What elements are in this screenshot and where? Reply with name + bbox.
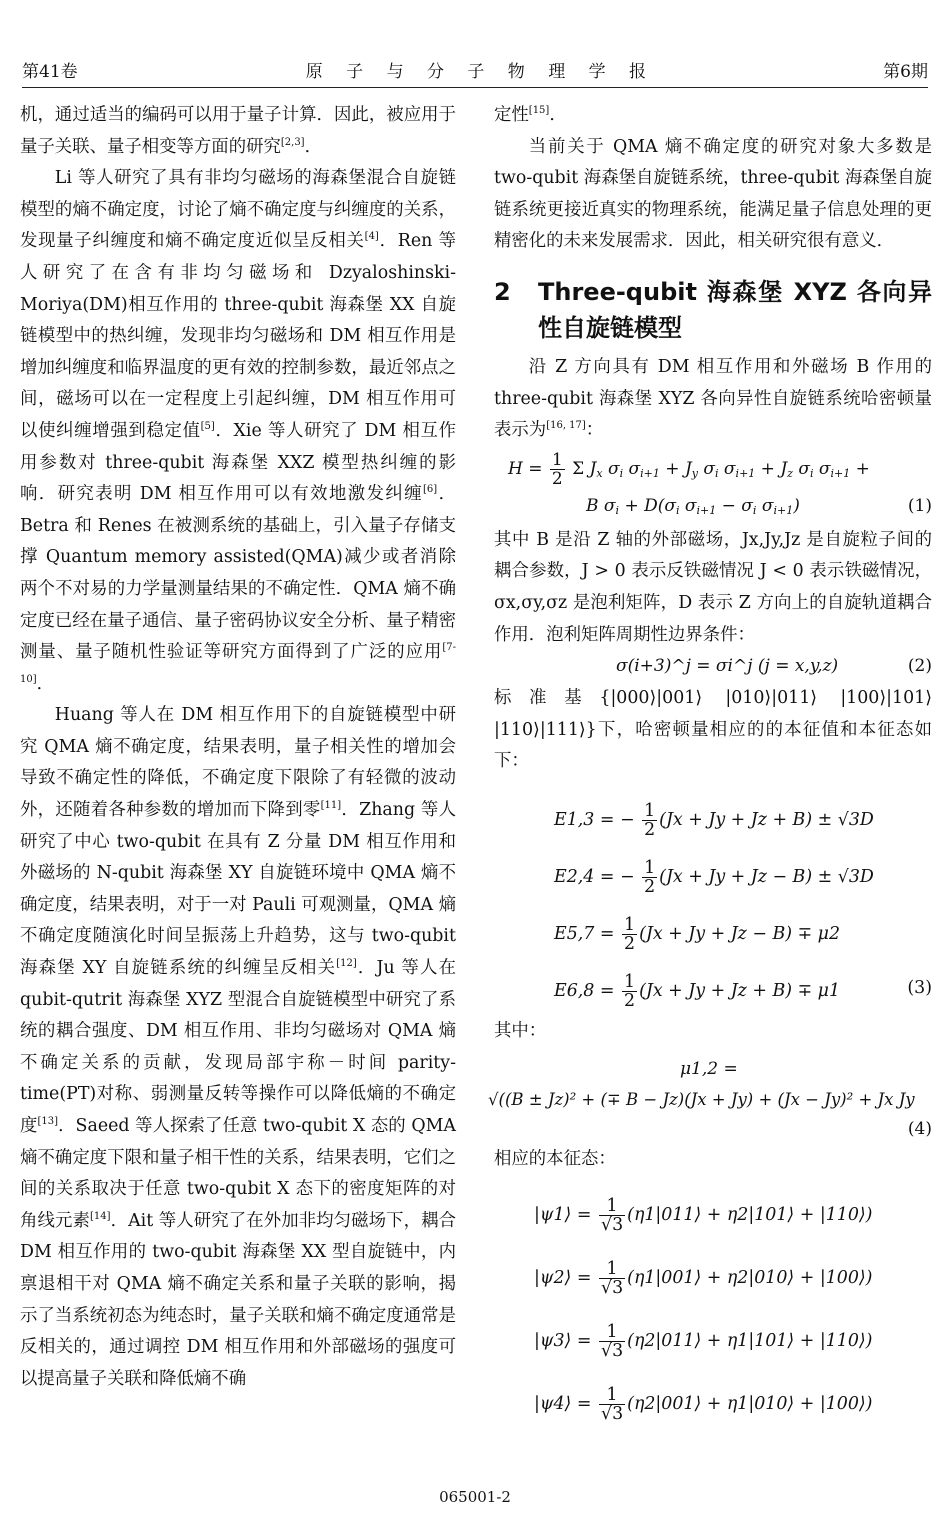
equation-3 xyxy=(494,788,932,1016)
journal-title: 原 子 与 分 子 物 理 学 报 xyxy=(305,62,656,82)
eigenstate: |ψ3⟩ = $\frac{1}{√3}$ (η2|011⟩ + η1|101⟩ + |110⟩) xyxy=(534,1322,873,1362)
eigenstate: |ψ1⟩ = $\frac{1}{√3}$ (η1|011⟩ + η2|101⟩ + |110⟩) xyxy=(534,1196,873,1236)
running-header xyxy=(22,52,928,88)
equation-number: (4) xyxy=(907,1118,932,1139)
paragraph-where: 其中： xyxy=(494,1020,547,1041)
eigenstate: |ψ4⟩ = $\frac{1}{√3}$ (η2|001⟩ + η1|010⟩ + |100⟩) xyxy=(534,1385,873,1425)
paragraph-3: Huang 等人在 DM 相互作用下的自旋链模型中研究 QMA 熵不确定度，结果表明，量子相关性的增加会导致不确定性的降低，不确定度下限除了有轻微的波动外，还随着各种参数的增加而下降到零[11]．Zhang 等人研究了中心 two-qubit 在具有 Z 分量 DM 相互作用和外磁场的 N-qubit 海森堡 XY 自旋链环境中 QMA 熵不确定度，结果表明，对于一对 Pauli 可观测量，QMA 熵不确定度随演化时间呈振荡上升趋势，这与 two-qubit 海森堡 XY 自旋链系统的纠缠呈反相关[12]．Ju 等人在 qubit-qutrit 海森堡 XYZ 型混合自旋链模型中研究了系统的耦合强度、DM 相互作用、非均匀磁场对 QMA 熵不确定关系的贡献，发现局部宇称－时间 parity-time(PT)对称、弱测量反转等操作可以降低熵的不确定度[13]．Saeed 等人探索了任意 two-qubit X 态的 QMA 熵不确定度下限和量子相干性的关系，结果表明，它们之间的关系取决于任意 two-qubit X 态下的密度矩阵的对角线元素[14]．Ait 等人研究了在外加非均匀磁场下，耦合 DM 相互作用的 two-qubit 海森堡 XX 型自旋链中，内禀退相干对 QMA 熵不确定关系和量子关联的影响，揭示了当系统初态为纯态时，量子关联和熵不确定度通常是反相关的，通过调控 DM 相互作用和外部磁场的强度可以提高量子关联和降低熵不确 xyxy=(20,705,457,1389)
citation: [14] xyxy=(89,1210,111,1222)
citation: [6] xyxy=(423,484,438,496)
citation: [5] xyxy=(200,420,215,432)
equation-number: (1) xyxy=(907,495,932,516)
citation: [16, 17] xyxy=(546,420,586,432)
section-number: 2 xyxy=(494,277,511,306)
equation-4: μ1,2 = √((B ± Jz)² + (∓ B − Jz)(Jx + Jy) + (Jx − Jy)² + Jx Jy (4) xyxy=(494,1048,932,1144)
paragraph-1: 机，通过适当的编码可以用于量子计算．因此，被应用于量子关联、量子相变等方面的研究[2,3]． xyxy=(20,105,456,157)
paragraph-context: 当前关于 QMA 熵不确定度的研究对象大多数是 two-qubit 海森堡自旋链系统，three-qubit 海森堡自旋链系统更接近真实的物理系统，能满足量子信息处理的更精密化的未来发展需求．因此，相关研究很有意义． xyxy=(494,136,932,252)
citation: [4] xyxy=(364,231,379,243)
issue-label: 第6期 xyxy=(883,62,928,82)
citation: [11] xyxy=(320,800,342,812)
equation-1: H = $\frac{1}{2}$ Σ $J_x$ $\sigma_i$ $\sigma_{i+1} + J_y$ $\sigma_i$ $\sigma_{i+1} + J_z$ $\sigma_i$ $\sigma_{i+1}$ + B $\sigma_i + D(\sigma_i$ $\sigma_{i+1} - \sigma_i$ $\sigma_{i+1}$) (1) xyxy=(494,447,932,525)
equation-number: (2) xyxy=(907,656,932,677)
citation: [13] xyxy=(37,1116,58,1127)
paragraph-continued: 定性[15]． xyxy=(494,105,567,125)
paragraph-basis: 标准基{|000⟩|001⟩ |010⟩|011⟩ |100⟩|101⟩ |110⟩|111⟩}下，哈密顿量相应的的本征值和本征态如下： xyxy=(494,688,932,772)
energy-eigenvalue: E5,7 = $\frac{1}{2}$ (Jx + Jy + Jz − B) ∓ μ2 xyxy=(554,914,841,954)
citation: [12] xyxy=(336,958,357,970)
right-column xyxy=(488,100,932,1433)
equation-number: (3) xyxy=(907,977,932,998)
citation: [2,3] xyxy=(280,136,305,148)
paragraph-2: Li 等人研究了具有非均匀磁场的海森堡混合自旋链模型的熵不确定度，讨论了熵不确定度与纠缠度的关系，发现量子纠缠度和熵不确定度近似呈反相关[4]．Ren 等人研究了在含有非均匀磁场和 Dzyaloshinski-Moriya(DM)相互作用的 three-qubit 海森堡 XX 自旋链模型中的热纠缠，发现非均匀磁场和 DM 相互作用是增加纠缠度和临界温度的更有效的控制参数，最近邻点之间，磁场可以在一定程度上引起纠缠，DM 相互作用可以使纠缠增强到稳定值[5]．Xie 等人研究了 DM 相互作用参数对 three-qubit 海森堡 XXZ 模型热纠缠的影响．研究表明 DM 相互作用可以有效地激发纠缠[6]．Betra 和 Renes 在被测系统的基础上，引入量子存储支撑 Quantum memory assisted(QMA)减少或者消除两个不对易的力学量测量结果的不确定性．QMA 熵不确定度已经在量子通信、量子密码协议安全分析、量子精密测量、量子随机性验证等研究方面得到了广泛的应用[7-10]． xyxy=(20,168,456,694)
paragraph-eigenstates: 相应的本征态： xyxy=(494,1148,616,1169)
section-title: Three-qubit 海森堡 XYZ 各向异性自旋链模型 xyxy=(538,277,932,342)
eigenstates-list xyxy=(494,1181,932,1433)
citation: [15] xyxy=(528,105,550,116)
section-heading xyxy=(494,274,932,346)
energy-eigenvalue: E2,4 = − $\frac{1}{2}$ (Jx + Jy + Jz − B) ± √3D xyxy=(554,857,874,897)
energy-eigenvalue: E1,3 = − $\frac{1}{2}$ (Jx + Jy + Jz + B) ± √3D xyxy=(554,800,874,840)
paragraph-hamiltonian-intro: 沿 Z 方向具有 DM 相互作用和外磁场 B 作用的 three-qubit 海森堡 XYZ 各向异性自旋链系统哈密顿量表示为[16, 17]： xyxy=(494,356,932,441)
energy-eigenvalue: E6,8 = $\frac{1}{2}$ (Jx + Jy + Jz + B) ∓ μ1 (3) xyxy=(554,971,932,1011)
equation-2: σ(i+3)^j = σi^j (j = x,y,z) (2) xyxy=(494,651,932,683)
left-column xyxy=(20,100,456,1395)
citation: [7-10] xyxy=(20,642,456,685)
page-number: 065001-2 xyxy=(439,1488,511,1506)
volume-label: 第41卷 xyxy=(22,62,78,82)
eigenstate: |ψ2⟩ = $\frac{1}{√3}$ (η1|001⟩ + η2|010⟩ + |100⟩) xyxy=(534,1259,873,1299)
paragraph-parameters: 其中 B 是沿 Z 轴的外部磁场，Jx,Jy,Jz 是自旋粒子间的耦合参数，J > 0 表示反铁磁情况 J < 0 表示铁磁情况，σx,σy,σz 是泡利矩阵，D 表示 Z 方向上的自旋轨道耦合作用．泡利矩阵周期性边界条件： xyxy=(494,529,932,645)
